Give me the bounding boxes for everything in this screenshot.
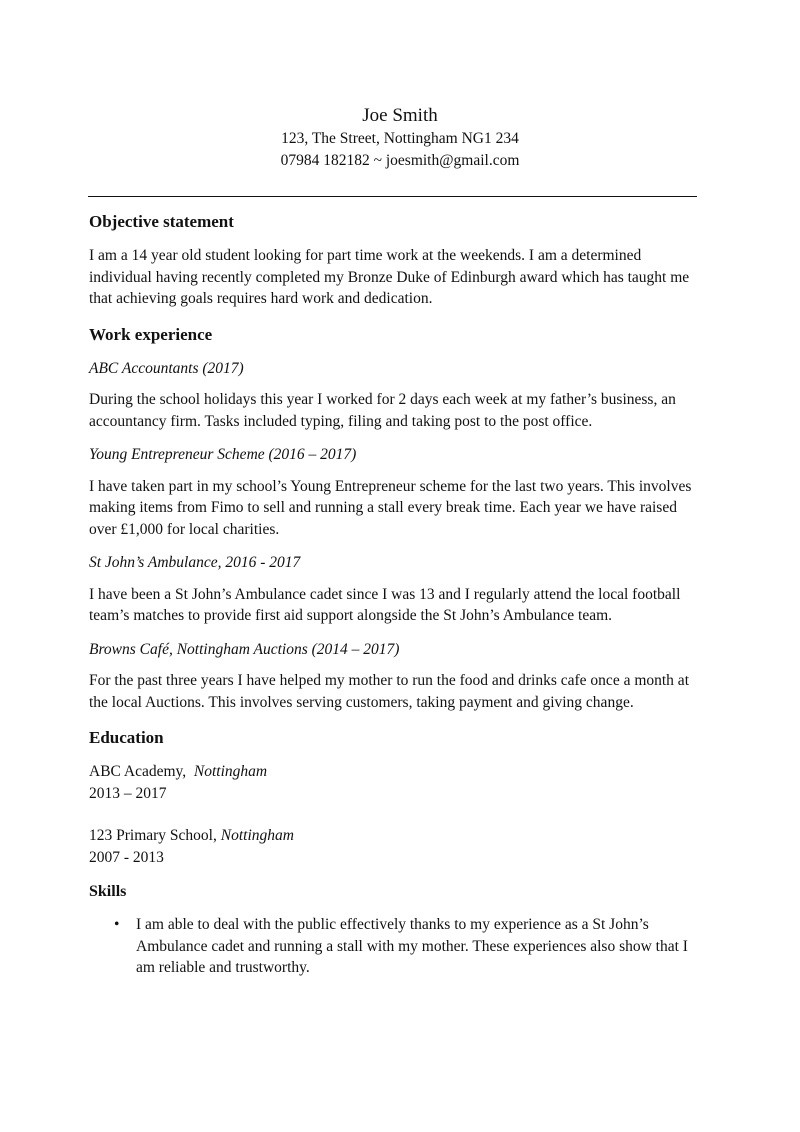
job-description: I have been a St John’s Ambulance cadet since I was 13 and I regularly attend the local football team’s matches to provide first aid support alongside the St John’s Ambulance team. [89, 585, 681, 624]
bullet-icon: • [114, 916, 120, 933]
school-years: 2007 - 2013 [89, 848, 164, 866]
objective-section [89, 209, 699, 310]
school-years: 2013 – 2017 [89, 784, 167, 802]
job-description: For the past three years I have helped my mother to run the food and drinks cafe once a month at the local Auctions. This involves serving customers, taking payment and giving change. [89, 672, 689, 711]
skill-text: I am able to deal with the public effectively thanks to my experience as a St John’s Ambulance cadet and running a stall with my mother. These experiences also show that I am reliable and trustworthy. [136, 916, 688, 976]
skill-item [89, 914, 699, 979]
job-description: I have taken part in my school’s Young Entrepreneur scheme for the last two years. This involves making items from Fimo to sell and running a stall every break time. Each year we have raised over £1,000 for local charities. [89, 477, 692, 538]
address-line: 123, The Street, Nottingham NG1 234 [281, 130, 519, 147]
job-title: Browns Café, Nottingham Auctions (2014 – 2017) [89, 640, 400, 658]
objective-heading: Objective statement [89, 212, 234, 231]
school-location: Nottingham [193, 763, 268, 780]
job-description: During the school holidays this year I worked for 2 days each week at my father’s business, an accountancy firm. Tasks included typing, filing and taking post to the post office. [89, 391, 676, 430]
objective-text: I am a 14 year old student looking for part time work at the weekends. I am a determined individual having recently completed my Bronze Duke of Edinburgh award which has taught me that achieving goals requires hard work and dedication. [89, 247, 690, 307]
cv-header [0, 104, 800, 172]
education-entry [89, 761, 699, 804]
education-section [89, 725, 699, 868]
skills-section [89, 880, 699, 979]
cv-body [89, 209, 699, 979]
education-entry [89, 825, 699, 868]
job-title: Young Entrepreneur Scheme (2016 – 2017) [89, 446, 357, 463]
skills-list [89, 914, 699, 979]
contact-line: 07984 182182 ~ joesmith@gmail.com [280, 152, 520, 169]
job-title: St John’s Ambulance, 2016 - 2017 [89, 554, 301, 571]
candidate-name: Joe Smith [362, 105, 438, 126]
skills-heading: Skills [89, 883, 127, 900]
school-location: Nottingham [220, 827, 294, 844]
header-divider [88, 196, 697, 197]
work-experience-heading: Work experience [89, 324, 213, 344]
job-title: ABC Accountants (2017) [89, 359, 244, 377]
education-heading: Education [89, 728, 164, 747]
work-experience-section [89, 322, 699, 714]
school-name: 123 Primary School, [89, 827, 217, 844]
school-name: ABC Academy, [89, 763, 187, 780]
